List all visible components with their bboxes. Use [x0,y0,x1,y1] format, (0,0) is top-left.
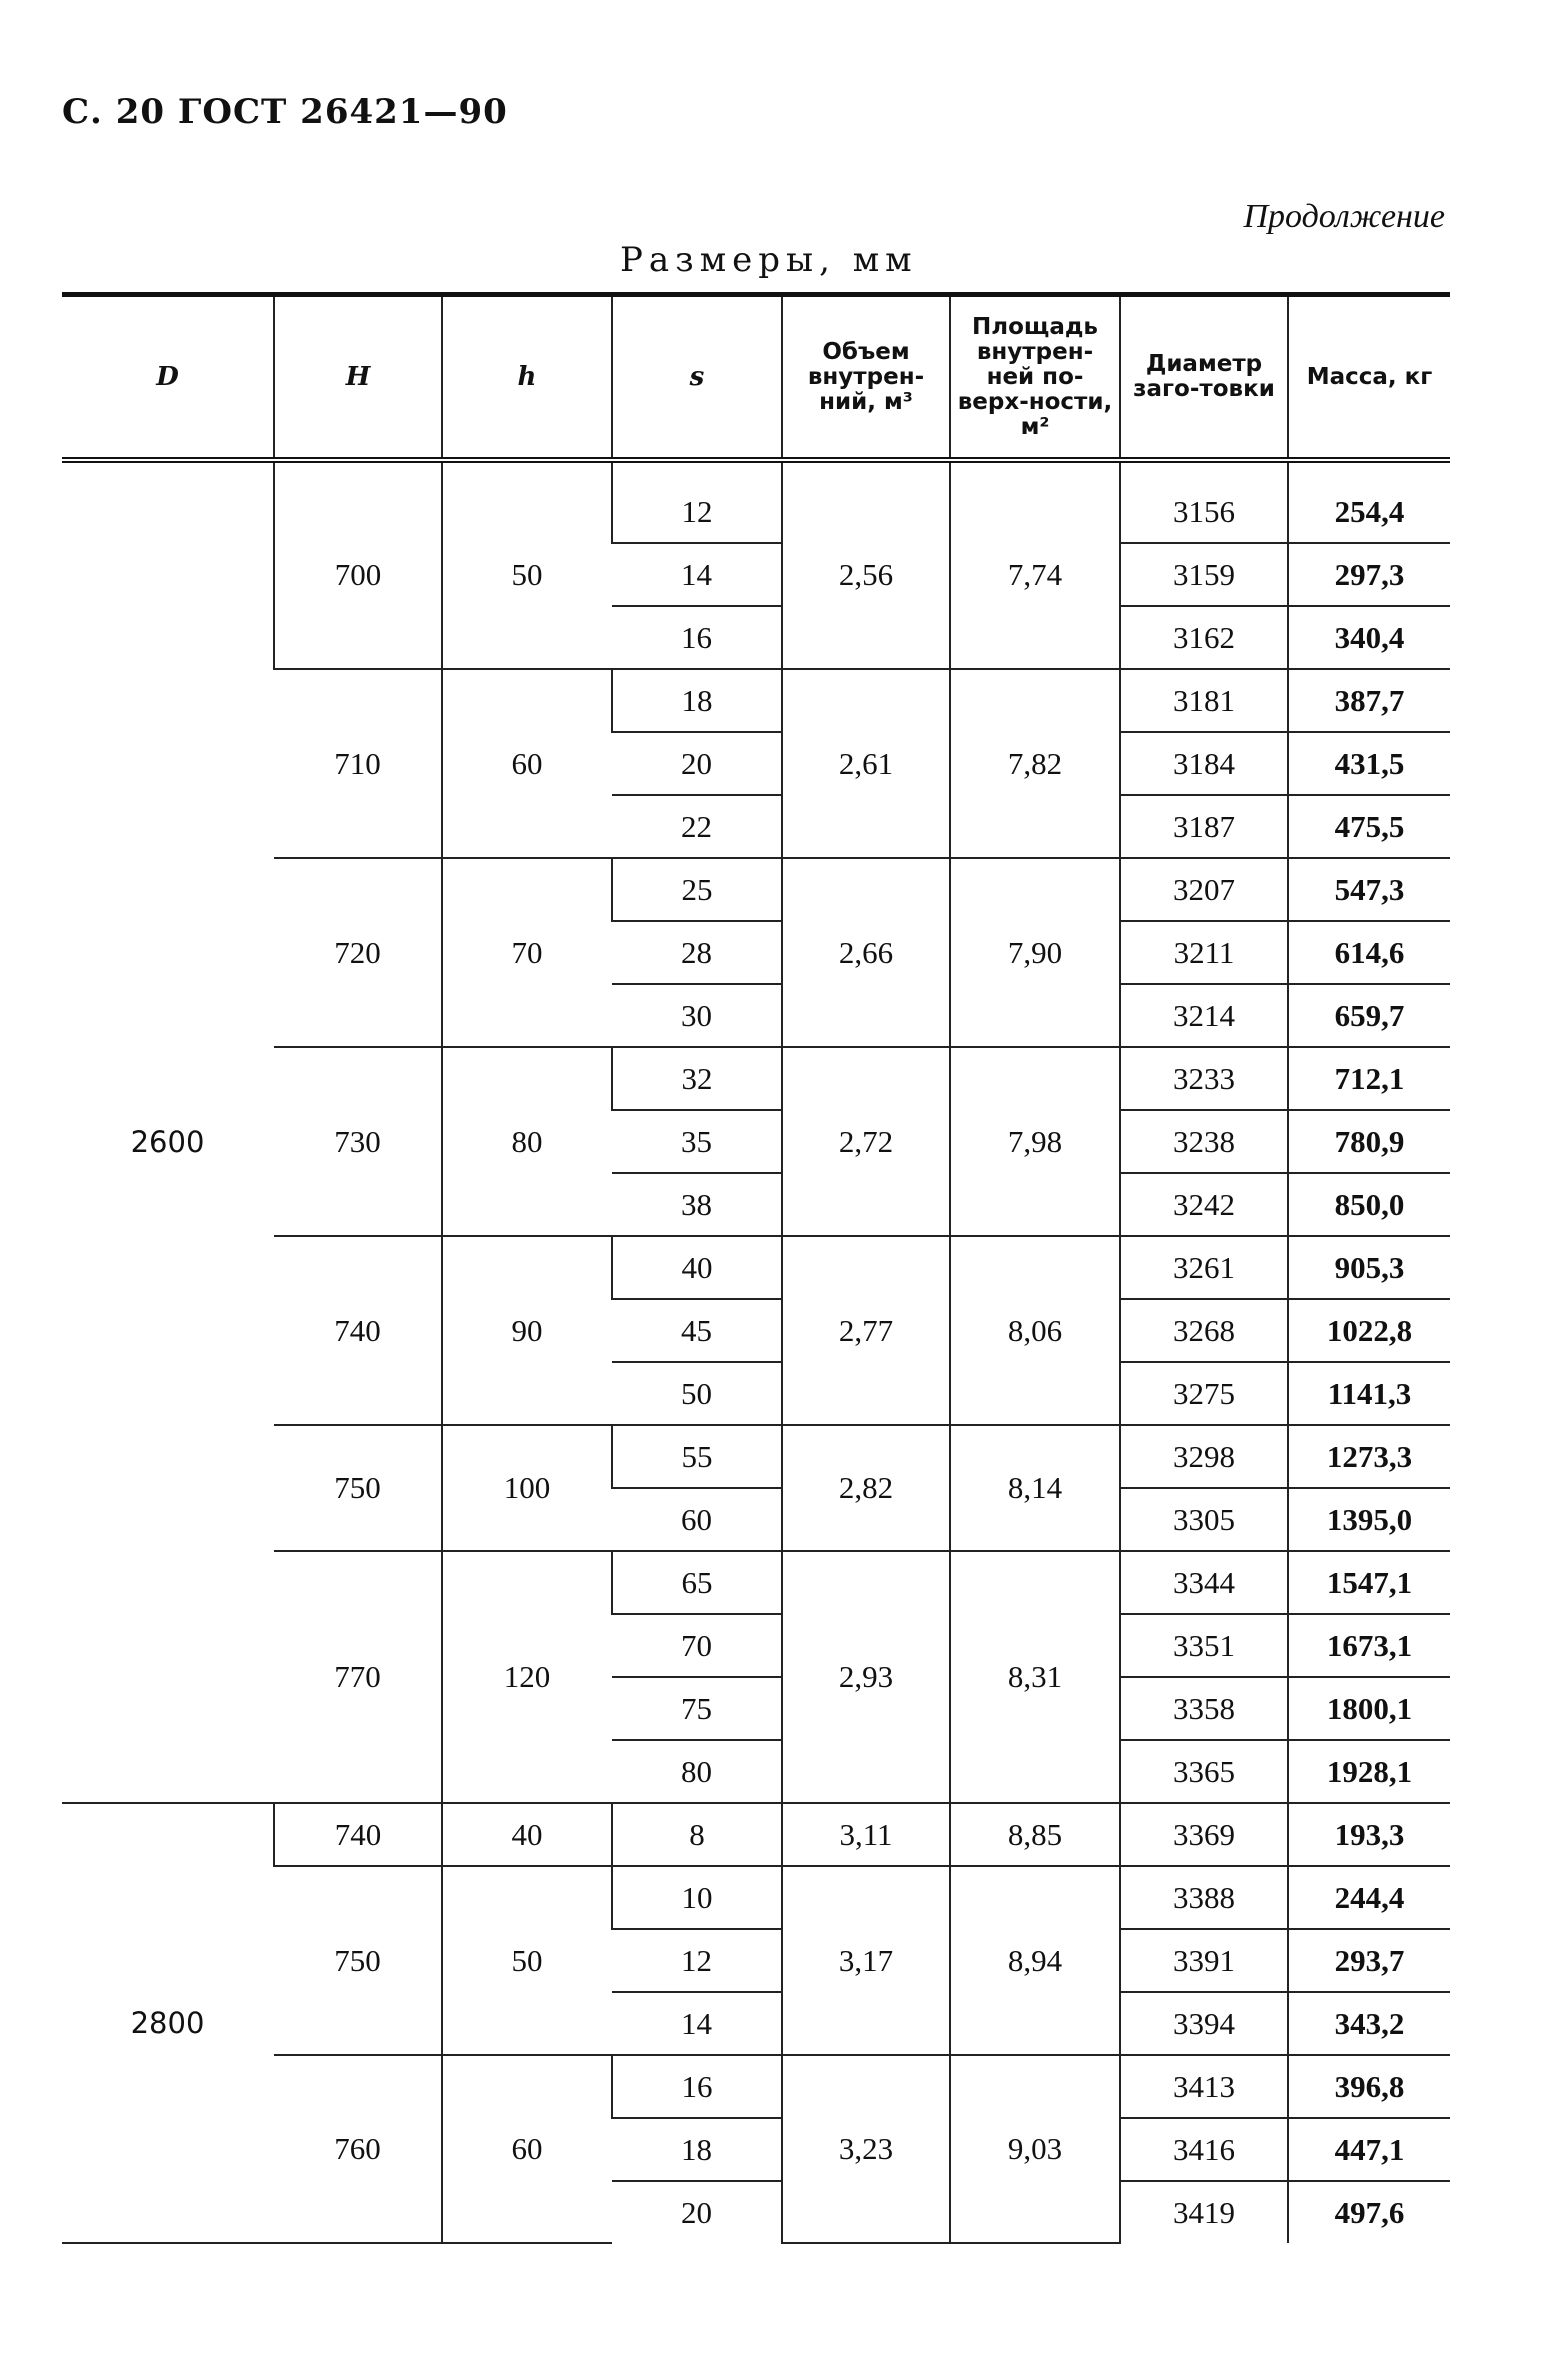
cell-s: 14 [612,543,782,606]
cell-blank-diameter: 3184 [1120,732,1288,795]
cell-s: 8 [612,1803,782,1866]
cell-mass: 297,3 [1288,543,1450,606]
cell-blank-diameter: 3394 [1120,1992,1288,2055]
dimensions-caption: Размеры, мм [620,240,918,280]
cell-blank-diameter: 3156 [1120,481,1288,543]
cell-s: 18 [612,669,782,732]
cell-volume: 3,23 [782,2055,950,2243]
cell-s: 70 [612,1614,782,1677]
table-body [62,460,1450,2243]
cell-s: 55 [612,1425,782,1488]
cell-area: 7,82 [950,669,1120,858]
cell-area: 8,31 [950,1551,1120,1803]
cell-H: 700 [274,481,442,669]
spacer-cell [612,460,782,481]
column-header-volume: Объем внутрен-ний, м³ [782,295,950,461]
cell-mass: 1673,1 [1288,1614,1450,1677]
column-header-H: H [274,295,442,461]
cell-h: 120 [442,1551,612,1803]
cell-s: 20 [612,732,782,795]
cell-mass: 1547,1 [1288,1551,1450,1614]
cell-volume: 2,93 [782,1551,950,1803]
cell-blank-diameter: 3413 [1120,2055,1288,2118]
cell-blank-diameter: 3275 [1120,1362,1288,1425]
cell-mass: 244,4 [1288,1866,1450,1929]
cell-mass: 340,4 [1288,606,1450,669]
cell-mass: 396,8 [1288,2055,1450,2118]
column-header-mass: Масса, кг [1288,295,1450,461]
cell-blank-diameter: 3211 [1120,921,1288,984]
table-row [62,1803,1450,1866]
cell-blank-diameter: 3268 [1120,1299,1288,1362]
cell-mass: 1273,3 [1288,1425,1450,1488]
cell-s: 65 [612,1551,782,1614]
cell-H: 750 [274,1425,442,1551]
cell-s: 75 [612,1677,782,1740]
cell-blank-diameter: 3238 [1120,1110,1288,1173]
cell-h: 90 [442,1236,612,1425]
cell-s: 16 [612,606,782,669]
cell-s: 12 [612,481,782,543]
cell-volume: 2,77 [782,1236,950,1425]
spacer-cell [442,460,612,481]
page-reference: С. 20 ГОСТ 26421—90 [62,92,508,132]
cell-blank-diameter: 3207 [1120,858,1288,921]
cell-blank-diameter: 3369 [1120,1803,1288,1866]
cell-h: 60 [442,669,612,858]
column-header-area: Площадь внутрен-ней по-верх-ности, м² [950,295,1120,461]
cell-s: 28 [612,921,782,984]
cell-s: 18 [612,2118,782,2181]
continuation-label: Продолжение [1243,198,1445,235]
cell-mass: 431,5 [1288,732,1450,795]
cell-blank-diameter: 3419 [1120,2181,1288,2243]
cell-blank-diameter: 3159 [1120,543,1288,606]
cell-area: 8,85 [950,1803,1120,1866]
cell-mass: 1800,1 [1288,1677,1450,1740]
cell-h: 70 [442,858,612,1047]
cell-s: 20 [681,2194,712,2230]
cell-area: 7,90 [950,858,1120,1047]
cell-blank-diameter: 3261 [1120,1236,1288,1299]
cell-h: 80 [442,1047,612,1236]
cell-blank-diameter: 3365 [1120,1740,1288,1803]
cell-mass: 780,9 [1288,1110,1450,1173]
cell-h: 40 [442,1803,612,1866]
cell-mass: 547,3 [1288,858,1450,921]
cell-area: 9,03 [950,2055,1120,2243]
cell-blank-diameter: 3358 [1120,1677,1288,1740]
cell-mass: 614,6 [1288,921,1450,984]
dimensions-table-wrapper [62,292,1450,2244]
cell-volume: 2,82 [782,1425,950,1551]
cell-D: 2800 [62,1803,274,2243]
column-header-D: D [62,295,274,461]
cell-mass: 1141,3 [1288,1362,1450,1425]
cell-H: 750 [274,1866,442,2055]
cell-s: 35 [612,1110,782,1173]
cell-blank-diameter: 3416 [1120,2118,1288,2181]
cell-H: 720 [274,858,442,1047]
cell-mass: 387,7 [1288,669,1450,732]
cell-h: 50 [442,1866,612,2055]
cell-s: 80 [612,1740,782,1803]
cell-s: 50 [612,1362,782,1425]
cell-volume: 2,56 [782,481,950,669]
cell-s: 10 [612,1866,782,1929]
cell-blank-diameter: 3298 [1120,1425,1288,1488]
spacer-cell [782,460,950,481]
spacer-cell [274,460,442,481]
cell-blank-diameter: 3351 [1120,1614,1288,1677]
cell-s: 45 [612,1299,782,1362]
cell-s: 38 [612,1173,782,1236]
table-row [62,481,1450,543]
spacer-cell [62,460,274,481]
column-header-h: h [442,295,612,461]
cell-area: 7,74 [950,481,1120,669]
cell-s: 30 [612,984,782,1047]
cell-blank-diameter: 3344 [1120,1551,1288,1614]
cell-h: 50 [442,481,612,669]
cell-H: 740 [274,1236,442,1425]
cell-blank-diameter: 3233 [1120,1047,1288,1110]
cell-mass: 497,6 [1288,2181,1450,2243]
cell-H: 730 [274,1047,442,1236]
cell-blank-diameter: 3162 [1120,606,1288,669]
cell-h: 60 [442,2055,612,2243]
header-spacer-row [62,460,1450,481]
cell-mass: 1022,8 [1288,1299,1450,1362]
spacer-cell [1120,460,1288,481]
cell-s: 14 [612,1992,782,2055]
cell-s: 32 [612,1047,782,1110]
cell-s: 16 [612,2055,782,2118]
spacer-cell [1288,460,1450,481]
cell-D: 2600 [62,481,274,1803]
cell-mass: 712,1 [1288,1047,1450,1110]
cell-volume: 2,61 [782,669,950,858]
cell-H: 760 [274,2055,442,2243]
cell-mass: 905,3 [1288,1236,1450,1299]
cell-H: 740 [274,1803,442,1866]
cell-blank-diameter: 3187 [1120,795,1288,858]
spacer-cell [950,460,1120,481]
cell-H: 770 [274,1551,442,1803]
cell-area: 7,98 [950,1047,1120,1236]
cell-volume: 2,72 [782,1047,950,1236]
cell-blank-diameter: 3388 [1120,1866,1288,1929]
cell-blank-diameter: 3214 [1120,984,1288,1047]
cell-s: 22 [612,795,782,858]
cell-s: 25 [612,858,782,921]
cell-mass: 850,0 [1288,1173,1450,1236]
cell-volume: 2,66 [782,858,950,1047]
cell-mass: 447,1 [1288,2118,1450,2181]
cell-blank-diameter: 3305 [1120,1488,1288,1551]
cell-H: 710 [274,669,442,858]
cell-mass: 193,3 [1288,1803,1450,1866]
cell-volume: 3,11 [782,1803,950,1866]
dimensions-table [62,292,1450,2244]
cell-mass: 659,7 [1288,984,1450,1047]
cell-mass: 475,5 [1288,795,1450,858]
cell-mass: 293,7 [1288,1929,1450,1992]
column-header-blank-diameter: Диаметр заго-товки [1120,295,1288,461]
cell-mass: 343,2 [1288,1992,1450,2055]
cell-area: 8,06 [950,1236,1120,1425]
cell-blank-diameter: 3181 [1120,669,1288,732]
cell-area: 8,94 [950,1866,1120,2055]
cell-blank-diameter: 3242 [1120,1173,1288,1236]
column-header-s: s [612,295,782,461]
cell-blank-diameter: 3391 [1120,1929,1288,1992]
table-header-row [62,295,1450,461]
cell-s: 60 [612,1488,782,1551]
cell-h: 100 [442,1425,612,1551]
cell-volume: 3,17 [782,1866,950,2055]
cell-mass: 1928,1 [1288,1740,1450,1803]
cell-mass: 254,4 [1288,481,1450,543]
cell-s: 40 [612,1236,782,1299]
cell-s: 12 [612,1929,782,1992]
cell-area: 8,14 [950,1425,1120,1551]
cell-mass: 1395,0 [1288,1488,1450,1551]
